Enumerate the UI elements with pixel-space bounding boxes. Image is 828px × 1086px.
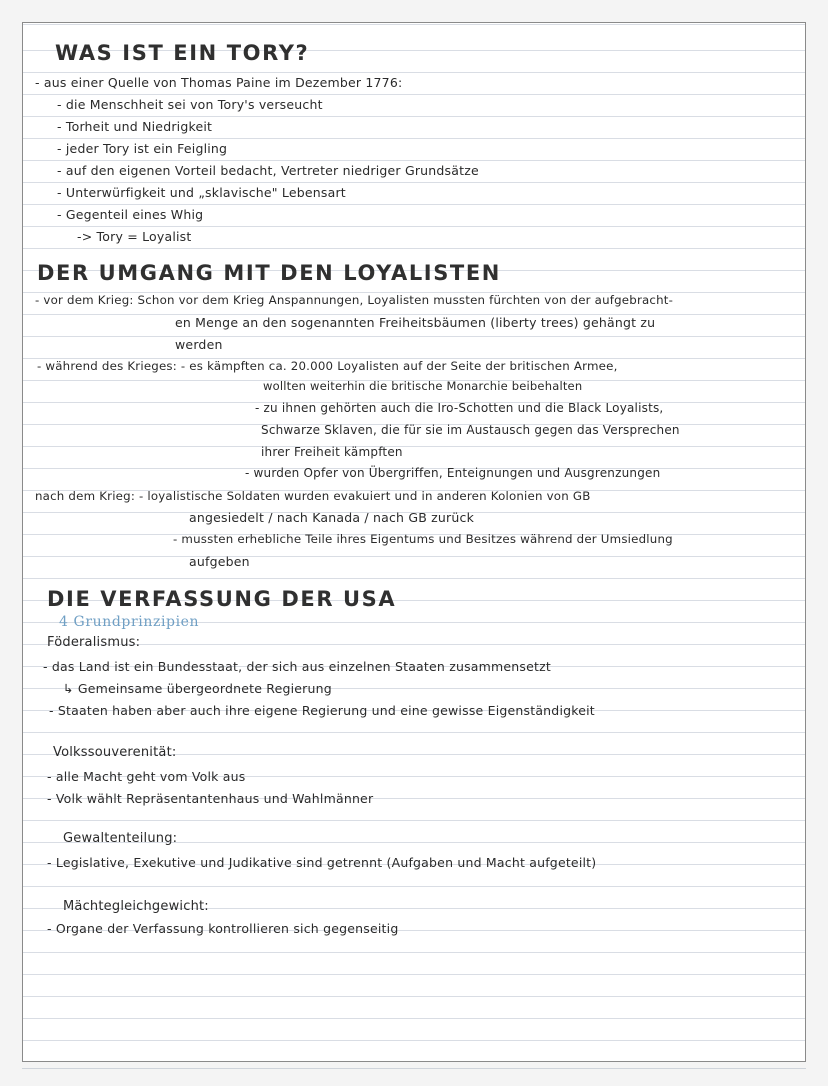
note-line: - das Land ist ein Bundesstaat, der sich aus einzelnen Staaten zusammensetzt [43,659,551,674]
label-foederalismus: Föderalismus: [47,635,141,650]
note-line: Schwarze Sklaven, die für sie im Austausch gegen das Versprechen [261,423,680,437]
label-gewaltenteilung: Gewaltenteilung: [63,831,178,846]
note-line: - mussten erhebliche Teile ihres Eigentums und Besitzes während der Umsiedlung [173,532,673,546]
note-line: - wurden Opfer von Übergriffen, Enteignungen und Ausgrenzungen [245,466,661,480]
note-line: - zu ihnen gehörten auch die Iro-Schotten und die Black Loyalists, [255,401,664,415]
note-line: - vor dem Krieg: Schon vor dem Krieg Anspannungen, Loyalisten mussten fürchten von der aufgebracht- [35,293,674,307]
note-line: - während des Krieges: - es kämpften ca. 20.000 Loyalisten auf der Seite der britischen Armee, [37,359,618,373]
heading-verfassung: DIE VERFASSUNG DER USA [47,587,397,611]
note-line: - Unterwürfigkeit und „sklavische" Lebensart [57,185,346,200]
note-line: - die Menschheit sei von Tory's verseucht [57,97,323,112]
note-line: - Staaten haben aber auch ihre eigene Regierung und eine gewisse Eigenständigkeit [49,703,595,718]
note-line: -> Tory = Loyalist [77,229,192,244]
note-line: - Gegenteil eines Whig [57,207,204,222]
note-line: - alle Macht geht vom Volk aus [47,769,246,784]
note-line: wollten weiterhin die britische Monarchie beibehalten [263,379,583,393]
note-line: - aus einer Quelle von Thomas Paine im Dezember 1776: [35,75,403,90]
notebook-page [22,22,806,1062]
subtitle-grundprinzipien: 4 Grundprinzipien [59,614,200,630]
note-line: nach dem Krieg: - loyalistische Soldaten wurden evakuiert und in anderen Kolonien von GB [35,489,591,503]
heading-loyalisten: DER UMGANG MIT DEN LOYALISTEN [37,261,501,285]
note-line: ihrer Freiheit kämpften [261,445,403,459]
note-line: ↳ Gemeinsame übergeordnete Regierung [63,681,332,696]
note-line: aufgeben [189,554,250,569]
heading-tory: WAS IST EIN TORY? [55,41,310,65]
note-line: - Volk wählt Repräsentantenhaus und Wahlmänner [47,791,374,806]
note-line: en Menge an den sogenannten Freiheitsbäumen (liberty trees) gehängt zu [175,315,656,330]
note-line: - jeder Tory ist ein Feigling [57,141,228,156]
note-line: werden [175,337,223,352]
label-machtgleichgewicht: Mächtegleichgewicht: [63,899,209,914]
note-line: - Organe der Verfassung kontrollieren sich gegenseitig [47,921,399,936]
note-line: - Torheit und Niedrigkeit [57,119,213,134]
note-line: - auf den eigenen Vorteil bedacht, Vertreter niedriger Grundsätze [57,163,479,178]
label-volkssouveraenitaet: Volkssouverenität: [53,745,177,760]
note-line: angesiedelt / nach Kanada / nach GB zurück [189,510,475,525]
footer-divider [22,1068,806,1069]
note-line: - Legislative, Exekutive und Judikative sind getrennt (Aufgaben und Macht aufgeteilt) [47,855,597,870]
